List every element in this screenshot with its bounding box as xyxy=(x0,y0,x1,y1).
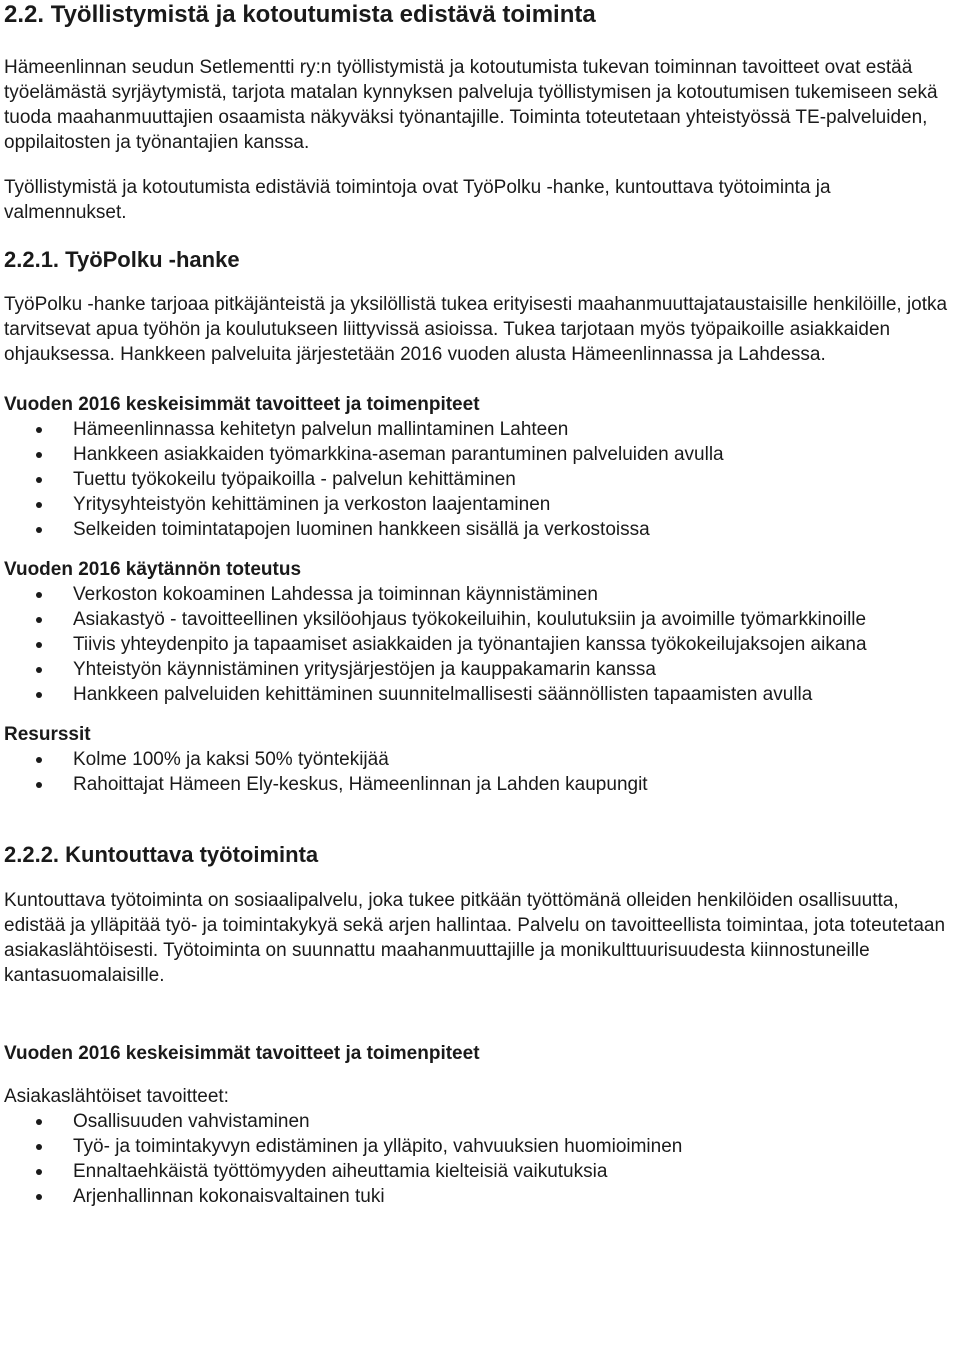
bullet-icon xyxy=(36,452,42,458)
list-item-text: Rahoittajat Hämeen Ely-keskus, Hämeenlinnan ja Lahden kaupungit xyxy=(73,774,648,795)
bullet-icon xyxy=(36,527,42,533)
list-item xyxy=(4,1109,956,1134)
bullet-icon xyxy=(36,477,42,483)
list-item xyxy=(4,747,956,772)
list-item-text: Verkoston kokoaminen Lahdessa ja toiminnan käynnistäminen xyxy=(73,584,598,605)
list-item-text: Osallisuuden vahvistaminen xyxy=(73,1111,310,1132)
list-item xyxy=(4,467,956,492)
list-item xyxy=(4,1134,956,1159)
list-item-text: Asiakastyö - tavoitteellinen yksilöohjaus työkokeiluihin, koulutuksiin ja avoimille työmarkkinoille xyxy=(73,609,867,630)
bullet-icon xyxy=(36,642,42,648)
list-item xyxy=(4,607,956,632)
bullet-icon xyxy=(36,692,42,698)
bullet-icon xyxy=(36,592,42,598)
intro-paragraph-activities: Työllistymistä ja kotoutumista edistäviä toimintoja ovat TyöPolku -hanke, kuntouttava työtoiminta ja valmennukset. xyxy=(4,177,831,223)
bullet-icon xyxy=(36,1119,42,1125)
kuntouttava-sub-heading: Asiakaslähtöiset tavoitteet: xyxy=(4,1086,229,1107)
list-item-text: Selkeiden toimintatapojen luominen hankkeen sisällä ja verkostoissa xyxy=(73,519,650,540)
bullet-icon xyxy=(36,757,42,763)
list-item xyxy=(4,417,956,442)
list-item xyxy=(4,682,956,707)
list-item xyxy=(4,1184,956,1209)
list-item-text: Tuettu työkokeilu työpaikoilla - palvelun kehittäminen xyxy=(73,469,516,490)
list-item-text: Yritysyhteistyön kehittäminen ja verkoston laajentaminen xyxy=(73,494,551,515)
kuntouttava-paragraph: Kuntouttava työtoiminta on sosiaalipalvelu, joka tukee pitkään työttömänä olleiden henkilöiden osallisuutta, edistää ja ylläpitää työ- ja toimintakykyä sekä arjen hallintaa. Palvelu on tavoitteellista toimintaa, jota toteutetaan asiakaslähtöisesti. Työtoiminta on suunnattu maahanmuuttajille ja monikulttuurisuudesta kiinnostuneille kantasuomalaisille. xyxy=(4,890,946,986)
tyopolku-paragraph: TyöPolku -hanke tarjoaa pitkäjänteistä ja yksilöllistä tukea erityisesti maahanmuuttajataustaisille henkilöille, jotka tarvitsevat apua työhön ja koulutukseen liittyvissä asioissa. Tukea tarjotaan myös työpaikoille asiakkaiden ohjauksessa. Hankkeen palveluita järjestetään 2016 vuoden alusta Hämeenlinnassa ja Lahdessa. xyxy=(4,294,948,365)
tyopolku-title: 2.2.1. TyöPolku -hanke xyxy=(4,247,240,272)
list-item-text: Hämeenlinnassa kehitetyn palvelun mallintaminen Lahteen xyxy=(73,419,569,440)
list-item xyxy=(4,492,956,517)
tyopolku-goals-heading: Vuoden 2016 keskeisimmät tavoitteet ja toimenpiteet xyxy=(4,394,480,415)
bullet-icon xyxy=(36,427,42,433)
list-item xyxy=(4,632,956,657)
bullet-icon xyxy=(36,667,42,673)
bullet-icon xyxy=(36,1144,42,1150)
bullet-icon xyxy=(36,1194,42,1200)
list-item xyxy=(4,772,956,797)
kuntouttava-goals-heading: Vuoden 2016 keskeisimmät tavoitteet ja toimenpiteet xyxy=(4,1043,480,1064)
list-item-text: Ennaltaehkäistä työttömyyden aiheuttamia kielteisiä vaikutuksia xyxy=(73,1161,608,1182)
list-item-text: Hankkeen asiakkaiden työmarkkina-aseman parantuminen palveluiden avulla xyxy=(73,444,724,465)
tyopolku-implementation-list xyxy=(4,582,956,707)
list-item xyxy=(4,1159,956,1184)
list-item-text: Tiivis yhteydenpito ja tapaamiset asiakkaiden ja työnantajien kanssa työkokeilujaksojen aikana xyxy=(73,634,867,655)
tyopolku-resources-list xyxy=(4,747,956,797)
list-item-text: Arjenhallinnan kokonaisvaltainen tuki xyxy=(73,1186,385,1207)
list-item xyxy=(4,582,956,607)
list-item xyxy=(4,442,956,467)
list-item-text: Työ- ja toimintakyvyn edistäminen ja ylläpito, vahvuuksien huomioiminen xyxy=(73,1136,683,1157)
intro-paragraph: Hämeenlinnan seudun Setlementti ry:n työllistymistä ja kotoutumista tukevan toiminnan tavoitteet ovat estää työelämästä syrjäytymistä, tarjota matalan kynnyksen palveluja työllistymisen ja kotoutumisen tukemiseen sekä tuoda maahanmuuttajien osaamista näkyväksi työnantajille. Toiminta toteutetaan yhteistyössä TE-palveluiden, oppilaitosten ja työnantajien kanssa. xyxy=(4,57,938,153)
tyopolku-implementation-heading: Vuoden 2016 käytännön toteutus xyxy=(4,559,302,580)
list-item-text: Hankkeen palveluiden kehittäminen suunnitelmallisesti säännöllisten tapaamisten avulla xyxy=(73,684,813,705)
list-item xyxy=(4,517,956,542)
section-title: 2.2. Työllistymistä ja kotoutumista edistävä toiminta xyxy=(4,1,596,28)
kuntouttava-title: 2.2.2. Kuntouttava työtoiminta xyxy=(4,842,319,867)
list-item-text: Kolme 100% ja kaksi 50% työntekijää xyxy=(73,749,389,770)
bullet-icon xyxy=(36,1169,42,1175)
tyopolku-goals-list xyxy=(4,417,956,542)
list-item xyxy=(4,657,956,682)
kuntouttava-goals-list xyxy=(4,1109,956,1209)
bullet-icon xyxy=(36,502,42,508)
list-item-text: Yhteistyön käynnistäminen yritysjärjestöjen ja kauppakamarin kanssa xyxy=(73,659,656,680)
bullet-icon xyxy=(36,617,42,623)
bullet-icon xyxy=(36,782,42,788)
tyopolku-resources-heading: Resurssit xyxy=(4,724,91,745)
